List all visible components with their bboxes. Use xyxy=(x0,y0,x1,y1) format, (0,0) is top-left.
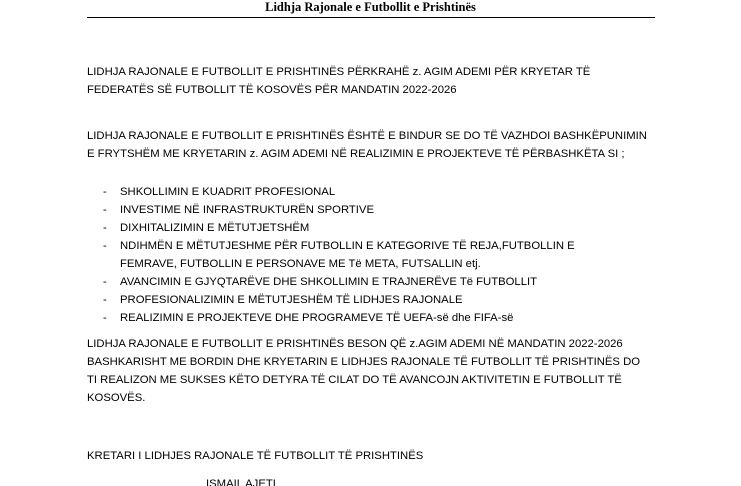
list-item-text: REALIZIMIN E PROJEKTEVE DHE PROGRAMEVE TË UEFA-së dhe FIFA-së xyxy=(120,312,514,324)
heading-paragraph xyxy=(87,63,657,99)
signature-name xyxy=(206,475,406,486)
heading-line: LIDHJA RAJONALE E FUTBOLLIT E PRISHTINËS PËRKRAHË z. AGIM ADEMI PËR KRYETAR TË xyxy=(87,66,591,78)
intro-line: E FRYTSHËM ME KRYETARIN z. AGIM ADEMI NË REALIZIMIN E PROJEKTEVE TË PËRBASHKËTA SI ; xyxy=(87,148,625,160)
projects-list xyxy=(103,183,663,327)
conclusion-paragraph xyxy=(87,335,657,407)
list-item-text: AVANCIMIN E GJYQTARËVE DHE SHKOLLIMIN E TRAJNERËVE Të FUTBOLLIT xyxy=(120,276,538,288)
list-item-text: DIXHITALIZIMIN E MËTUTJETSHËM xyxy=(120,222,310,234)
list-item-text: PROFESIONALIZIMIN E MËTUTJESHËM TË LIDHJES RAJONALE xyxy=(120,294,463,306)
heading-line: FEDERATËS SË FUTBOLLIT TË KOSOVËS PËR MANDATIN 2022-2026 xyxy=(87,84,457,96)
list-item xyxy=(103,201,663,219)
list-marker: - xyxy=(103,276,107,288)
page-header-title: Lidhja Rajonale e Futbollit e Prishtinës xyxy=(265,0,476,14)
intro-line: LIDHJA RAJONALE E FUTBOLLIT E PRISHTINËS ËSHTË E BINDUR SE DO TË VAZHDOI BASHKËPUNIMIN xyxy=(87,130,647,142)
conclusion-line: KOSOVËS. xyxy=(87,392,146,404)
list-marker: - xyxy=(103,312,107,324)
conclusion-line: LIDHJA RAJONALE E FUTBOLLIT E PRISHTINËS BESON QË z.AGIM ADEMI NË MANDATIN 2022-2026 xyxy=(87,338,623,350)
list-item xyxy=(103,219,663,237)
list-marker: - xyxy=(103,222,107,234)
list-marker: - xyxy=(103,240,107,252)
list-item-text: NDIHMËN E MËTUTJESHME PËR FUTBOLLIN E KATEGORIVE TË REJA,FUTBOLLIN E xyxy=(120,240,575,252)
list-item xyxy=(103,309,663,327)
conclusion-line: BASHKARISHT ME BORDIN DHE KRYETARIN E LIDHJES RAJONALE TË FUTBOLLIT TË PRISHTINËS DO xyxy=(87,356,641,368)
intro-paragraph xyxy=(87,127,657,163)
list-marker: - xyxy=(103,294,107,306)
list-item-text: FEMRAVE, FUTBOLLIN E PERSONAVE ME Të META, FUTSALLIN etj. xyxy=(120,258,481,270)
signature-name-text: ISMAIL AJETI xyxy=(206,478,276,486)
list-item xyxy=(103,237,663,273)
list-item xyxy=(103,291,663,309)
signature-title xyxy=(87,447,657,465)
list-item-text: SHKOLLIMIN E KUADRIT PROFESIONAL xyxy=(120,186,336,198)
list-marker: - xyxy=(103,204,107,216)
conclusion-line: TI REALIZON ME SUKSES KËTO DETYRA TË CILAT DO TË AVANCOJN AKTIVITETIN E FUTBOLLIT TË xyxy=(87,374,622,386)
list-item xyxy=(103,183,663,201)
header-divider xyxy=(87,17,655,18)
list-marker: - xyxy=(103,186,107,198)
list-item-text: INVESTIME NË INFRASTRUKTURËN SPORTIVE xyxy=(120,204,375,216)
list-item xyxy=(103,273,663,291)
signature-title-text: KRETARI I LIDHJES RAJONALE TË FUTBOLLIT TË PRISHTINËS xyxy=(87,450,424,462)
